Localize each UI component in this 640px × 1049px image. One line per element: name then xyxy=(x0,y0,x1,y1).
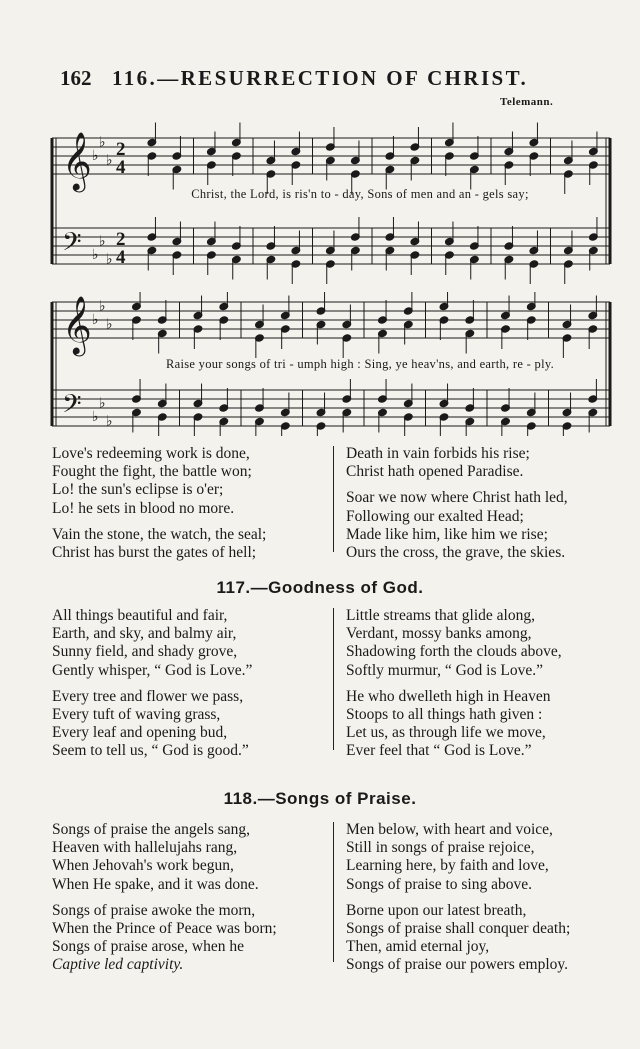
verse-line: Songs of praise awoke the morn, xyxy=(52,901,256,919)
verse-line: Every leaf and opening bud, xyxy=(52,724,228,742)
verse-line: Gently whisper, “ God is Love.” xyxy=(52,661,253,679)
verse-line: Let us, as through life we move, xyxy=(346,724,546,742)
hymn-116-right-column xyxy=(346,445,568,562)
time-signature: 2 xyxy=(116,229,126,250)
verse-line: Captive led captivity. xyxy=(52,956,184,974)
music-score-1 xyxy=(40,120,618,288)
music-system-2 xyxy=(40,292,618,436)
page-header xyxy=(60,66,620,96)
verse-line: Made like him, like him we rise; xyxy=(346,525,548,543)
flat-sign: ♭ xyxy=(99,298,106,315)
verse-line: Death in vain forbids his rise; xyxy=(346,445,530,462)
verse-line: Ours the cross, the grave, the skies. xyxy=(346,544,566,562)
verse-line: Ever feel that “ God is Love.” xyxy=(346,742,532,760)
treble-clef: 𝄞 xyxy=(62,295,92,354)
verse-line: When Jehovah's work begun, xyxy=(52,857,234,875)
verse-line: Borne upon our latest breath, xyxy=(346,901,527,919)
verse-line: Lo! the sun's eclipse is o'er; xyxy=(52,481,224,499)
verse-line: Earth, and sky, and balmy air, xyxy=(52,625,237,643)
verse-line: Sunny field, and shady grove, xyxy=(52,643,238,661)
column-divider xyxy=(333,446,334,552)
flat-sign: ♭ xyxy=(99,395,106,412)
verse-line: Little streams that glide along, xyxy=(346,607,535,624)
verse-line: Songs of praise the angels sang, xyxy=(52,821,251,838)
page-number: 162 xyxy=(60,66,92,90)
hymn-117-right-column xyxy=(346,607,562,761)
composer-name: Telemann. xyxy=(500,96,554,108)
verse-line: Softly murmur, “ God is Love.” xyxy=(346,661,543,679)
verse-line: Songs of praise our powers employ. xyxy=(346,956,568,974)
hymn-116-left-column xyxy=(52,445,266,562)
verse-line: Stoops to all things hath given : xyxy=(346,706,543,724)
verse-line: Songs of praise arose, when he xyxy=(52,938,244,956)
hymn-117-title: 117.—Goodness of God. xyxy=(216,578,424,597)
verse-line: All things beautiful and fair, xyxy=(52,607,228,624)
verse-line: Seem to tell us, “ God is good.” xyxy=(52,742,249,760)
column-divider xyxy=(333,608,334,750)
flat-sign: ♭ xyxy=(92,409,99,425)
time-signature: 4 xyxy=(116,247,126,268)
verse-line: Christ has burst the gates of hell; xyxy=(52,544,257,562)
verse-line: Every tuft of waving grass, xyxy=(52,706,221,724)
verse-line: Every tree and flower we pass, xyxy=(52,687,244,705)
hymn-117-left-column xyxy=(52,607,252,761)
treble-clef: 𝄞 xyxy=(62,131,92,190)
verse-line: Songs of praise to sing above. xyxy=(346,875,532,893)
verse-line: Vain the stone, the watch, the seal; xyxy=(52,525,267,543)
bass-clef: 𝄢 xyxy=(62,228,82,263)
hymn-title: 116.—RESURRECTION OF CHRIST. xyxy=(112,66,529,90)
verse-line: Soar we now where Christ hath led, xyxy=(346,489,568,507)
music-system-1 xyxy=(40,120,618,288)
flat-sign: ♭ xyxy=(106,251,113,268)
flat-sign: ♭ xyxy=(106,152,113,169)
time-signature: 2 xyxy=(116,139,126,160)
verse-line: When the Prince of Peace was born; xyxy=(52,920,277,938)
verse-line: Songs of praise shall conquer death; xyxy=(346,920,571,938)
verse-line: Christ hath opened Paradise. xyxy=(346,463,524,481)
column-divider xyxy=(333,822,334,962)
hymn-118-left-column xyxy=(52,821,277,975)
time-signature: 4 xyxy=(116,157,126,178)
verse-line: Still in songs of praise rejoice, xyxy=(346,839,535,857)
verse-line: Following our exalted Head; xyxy=(346,507,524,525)
flat-sign: ♭ xyxy=(99,134,106,151)
flat-sign: ♭ xyxy=(106,316,113,333)
lyric-line-1: Christ, the Lord, is ris'n to - day, Sons of men and an - gels say; xyxy=(191,187,529,201)
verse-line: Learning here, by faith and love, xyxy=(346,857,549,875)
lyric-line-2: Raise your songs of tri - umph high : Sing, ye heav'ns, and earth, re - ply. xyxy=(165,357,555,371)
flat-sign: ♭ xyxy=(99,233,106,250)
verse-line: Then, amid eternal joy, xyxy=(346,938,490,956)
verse-line: Love's redeeming work is done, xyxy=(52,445,250,462)
verse-line: Shadowing forth the clouds above, xyxy=(346,643,562,661)
verse-line: Fought the fight, the battle won; xyxy=(52,463,252,481)
bass-clef: 𝄢 xyxy=(62,390,82,425)
verse-line: He who dwelleth high in Heaven xyxy=(346,687,551,705)
flat-sign: ♭ xyxy=(92,247,99,263)
flat-sign: ♭ xyxy=(106,413,113,430)
flat-sign: ♭ xyxy=(92,148,99,164)
verse-line: Lo! he sets in blood no more. xyxy=(52,499,235,517)
hymn-118-right-column xyxy=(346,821,570,975)
hymn-118-title: 118.—Songs of Praise. xyxy=(223,789,417,808)
verse-line: When He spake, and it was done. xyxy=(52,875,259,893)
verse-line: Men below, with heart and voice, xyxy=(346,821,553,838)
verse-line: Verdant, mossy banks among, xyxy=(346,625,532,643)
flat-sign: ♭ xyxy=(92,312,99,328)
verse-line: Heaven with hallelujahs rang, xyxy=(52,839,238,857)
